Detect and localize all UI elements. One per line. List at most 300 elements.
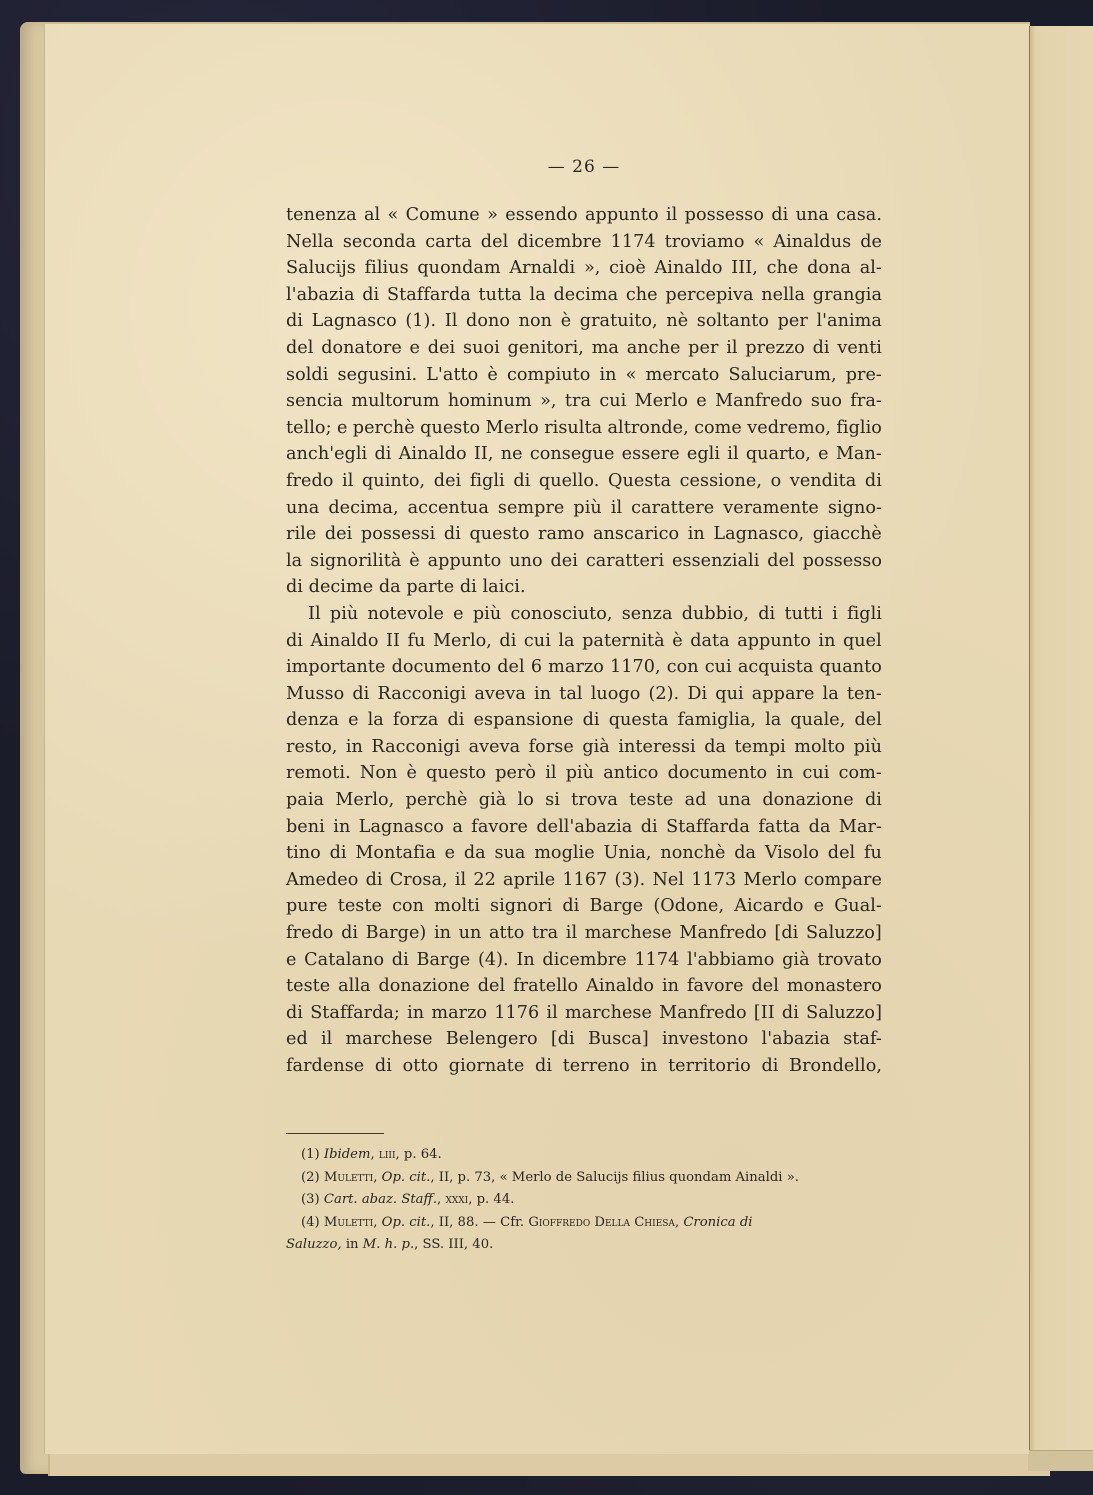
word: altronde, <box>607 417 689 438</box>
word: trova <box>571 790 618 811</box>
word: documento <box>391 657 492 678</box>
word: Staffarda <box>387 284 471 305</box>
word: rile <box>286 524 317 545</box>
word: cui <box>802 763 830 784</box>
word: tempi <box>734 736 786 757</box>
word: cui <box>599 391 627 412</box>
body-line <box>286 574 882 601</box>
body-line <box>286 760 882 787</box>
word: e <box>348 710 359 731</box>
word: di <box>864 470 882 491</box>
word: dono <box>466 311 511 332</box>
word: staf- <box>843 1029 882 1050</box>
word: e <box>813 896 825 917</box>
word: quale, <box>790 710 846 731</box>
word: Di <box>687 683 708 704</box>
word: i <box>832 603 838 624</box>
word: Unia, <box>603 843 652 864</box>
footnote-segment: Op. cit. <box>381 1214 431 1230</box>
word: la <box>367 710 384 731</box>
word: di <box>374 444 392 465</box>
word: Manfredo <box>659 1002 747 1023</box>
word: l'abazia <box>761 1029 831 1050</box>
word: 1174 <box>634 949 680 970</box>
word: di <box>513 470 531 491</box>
word: interessi <box>618 736 696 757</box>
footnote-mark: (1) <box>301 1147 324 1162</box>
footnote-continuation <box>286 1234 882 1257</box>
word: beni <box>286 816 325 837</box>
footnote-segment: Muletti <box>323 1214 374 1230</box>
word: data <box>690 630 730 651</box>
footnote-segment: Ibidem <box>323 1147 371 1162</box>
word: Mar- <box>838 816 882 837</box>
word: del <box>286 337 314 358</box>
word: tal <box>559 683 583 704</box>
body-line <box>286 335 882 362</box>
body-line <box>286 362 882 389</box>
footnote-segment: Gioffredo Della Chiesa <box>528 1214 675 1230</box>
body-line-text: di decime da parte di laici. <box>286 577 526 598</box>
word: di <box>781 1002 799 1023</box>
word: suo <box>810 391 842 412</box>
word: di <box>864 790 882 811</box>
word: Merlo <box>743 869 797 890</box>
word: ramo <box>538 524 585 545</box>
word: l'abazia <box>286 284 355 305</box>
word: grangia <box>812 284 882 305</box>
word: è <box>409 550 420 571</box>
body-line <box>286 707 882 734</box>
word: III, <box>731 258 758 279</box>
footnote-segment: , <box>437 1192 446 1208</box>
word: Visolo <box>764 843 820 864</box>
word: Il <box>444 311 458 332</box>
word: perchè <box>352 417 415 438</box>
word: fra- <box>850 391 882 412</box>
body-line <box>286 255 882 282</box>
word: è <box>487 364 498 385</box>
word: la <box>529 284 546 305</box>
word: donatore <box>321 337 402 358</box>
page-number: — 26 — <box>547 157 621 177</box>
word: però <box>495 763 537 784</box>
word: casa. <box>836 205 882 225</box>
word: vendita <box>789 470 857 491</box>
word: e <box>409 337 421 358</box>
word: Manfredo <box>715 391 803 412</box>
word: di <box>758 603 776 624</box>
word: è <box>672 630 683 651</box>
body-line <box>286 548 882 575</box>
word: si <box>545 790 560 811</box>
word: al- <box>859 258 882 279</box>
word: dei <box>427 337 456 358</box>
word: Staffarda; <box>310 1002 400 1023</box>
word: di <box>640 816 658 837</box>
word: soltanto <box>696 311 769 332</box>
word: famiglia, <box>677 710 757 731</box>
word: tra <box>564 391 592 412</box>
body-line <box>286 202 882 229</box>
word: già <box>782 949 810 970</box>
word: già <box>582 736 610 757</box>
word: questo <box>469 524 530 545</box>
word: Merlo <box>634 391 688 412</box>
word: dicembre <box>517 231 602 252</box>
footnote <box>286 1212 882 1235</box>
word: decima, <box>328 497 399 518</box>
word: dicembre <box>542 949 627 970</box>
word: Merlo, <box>432 630 492 651</box>
word: decima <box>553 284 619 305</box>
body-line <box>286 495 882 522</box>
word: per <box>688 337 719 358</box>
footnote-segment: , p. 64. <box>395 1147 442 1162</box>
word: sencia <box>286 391 344 412</box>
word: la <box>822 683 839 704</box>
footnotes <box>286 1144 882 1257</box>
word: 1173 <box>691 869 737 890</box>
word: [di <box>774 923 799 944</box>
word: 22 <box>473 869 496 890</box>
word: l'anima <box>816 311 882 332</box>
word: [II <box>753 1002 775 1023</box>
word: marchese <box>345 1029 433 1050</box>
footnote-segment: Cronica di <box>683 1214 753 1230</box>
word: Ainaldo <box>586 976 655 997</box>
word: Lagnasco <box>358 816 444 837</box>
word: in <box>345 736 363 757</box>
word: 1174 <box>610 231 656 252</box>
word: Gual- <box>834 896 882 917</box>
word: (3). <box>614 869 646 890</box>
word: di <box>365 869 383 890</box>
word: (2). <box>648 683 680 704</box>
footnote-segment: in <box>341 1237 363 1253</box>
word: è <box>406 763 417 784</box>
book-page <box>44 24 1029 1454</box>
word: possesso <box>802 550 882 571</box>
word: che <box>766 258 799 279</box>
word: Nella <box>286 231 334 252</box>
word: fu <box>863 843 882 864</box>
word: Saluzzo] <box>805 923 882 944</box>
word: lo <box>517 790 534 811</box>
body-line <box>286 787 882 814</box>
word: otto <box>402 1056 439 1076</box>
word: notevole <box>367 603 444 624</box>
word: carattere <box>631 497 715 518</box>
word: Aicardo <box>734 896 804 917</box>
word: appunto <box>737 630 811 651</box>
word: del <box>751 976 779 997</box>
footnote-mark: (3) <box>301 1192 324 1208</box>
body-line <box>286 415 882 442</box>
word: alla <box>338 976 371 997</box>
word: teste <box>629 790 674 811</box>
word: in <box>407 1002 425 1023</box>
word: il <box>545 763 557 784</box>
word: ten- <box>846 683 882 704</box>
word: Staffarda <box>666 816 750 837</box>
word: Musso <box>286 683 345 704</box>
body-line <box>286 521 882 548</box>
footnote-segment: , <box>674 1214 684 1230</box>
footnote <box>286 1189 882 1212</box>
word: Racconigi <box>377 683 467 704</box>
word: prezzo <box>745 337 805 358</box>
word: del <box>477 976 506 997</box>
word: venti <box>837 337 882 358</box>
word: è <box>560 311 572 332</box>
word: una <box>286 497 320 518</box>
adjacent-page-bottom-edge <box>1028 1450 1093 1471</box>
word: moglie <box>534 843 595 864</box>
footnote-segment: , <box>373 1169 382 1185</box>
word: al <box>363 205 381 225</box>
word: dei <box>550 550 578 571</box>
word: il <box>342 470 354 491</box>
word: egli <box>686 444 721 465</box>
word: dei <box>324 524 353 545</box>
footnote <box>286 1167 882 1190</box>
word: Arnaldi <box>509 258 576 279</box>
word: di <box>286 1002 303 1023</box>
footnote-segment: , SS. III, 40. <box>414 1237 494 1253</box>
word: il <box>665 205 678 225</box>
word: nè <box>666 311 689 332</box>
word: tutti <box>784 603 823 624</box>
word: Racconigi <box>371 736 461 757</box>
word: nonchè <box>660 843 726 864</box>
word: de <box>860 231 882 252</box>
word: Montafia <box>355 843 436 864</box>
word: del <box>827 843 856 864</box>
word: a <box>452 816 463 837</box>
word: un <box>458 923 482 944</box>
word: di <box>499 630 517 651</box>
word: 1176 <box>494 1002 540 1023</box>
word: da <box>704 736 727 757</box>
word: acquista <box>737 657 814 678</box>
word: importante <box>286 657 386 678</box>
word: Barge <box>416 949 471 970</box>
word: o <box>770 470 782 491</box>
word: donazione <box>378 976 470 997</box>
word: il <box>727 444 739 465</box>
word: signorilità <box>310 550 402 571</box>
word: questo <box>420 417 481 438</box>
footnote-segment: , p. 44. <box>468 1192 515 1208</box>
word: tino <box>286 843 321 864</box>
word: di <box>761 1056 779 1076</box>
word: più <box>565 763 595 784</box>
word: quel <box>842 630 882 651</box>
word: favore <box>471 816 528 837</box>
word: terreno <box>562 1056 630 1076</box>
word: » <box>487 205 498 225</box>
word: Merlo <box>485 417 539 438</box>
word: in <box>661 976 680 997</box>
word: ma <box>591 337 619 358</box>
word: del <box>497 657 525 678</box>
word: in <box>333 816 351 837</box>
word: (Odone, <box>653 896 725 917</box>
word: seconda <box>342 231 417 252</box>
word: », <box>583 258 601 279</box>
word: in <box>776 763 794 784</box>
body-line <box>286 441 882 468</box>
word: Saluzzo] <box>806 1002 882 1023</box>
word: (4). <box>477 949 509 970</box>
word: l'abbiamo <box>687 949 775 970</box>
word: la <box>765 710 782 731</box>
footnote-segment: , II, 88. — Cfr. <box>430 1214 529 1230</box>
word: Questa <box>608 470 672 491</box>
word: forse <box>528 736 574 757</box>
word: Lagnasco, <box>713 524 805 545</box>
body-line <box>286 468 882 495</box>
word: dubbio, <box>681 603 750 624</box>
word: di <box>771 205 789 225</box>
word: di <box>443 524 461 545</box>
word: appunto <box>584 205 659 225</box>
word: e <box>444 843 456 864</box>
word: Brondello, <box>789 1056 882 1076</box>
word: soldi <box>286 364 329 385</box>
word: tenenza <box>286 205 357 225</box>
word: di <box>341 923 359 944</box>
word: da <box>734 843 757 864</box>
word: Salucijs <box>286 258 356 279</box>
footnote-segment: Muletti <box>323 1169 374 1185</box>
footnote-separator <box>286 1133 384 1134</box>
footnote-mark: (4) <box>301 1214 324 1230</box>
word: la <box>286 550 303 571</box>
word: figli <box>847 603 882 624</box>
word: più <box>472 603 502 624</box>
word: di <box>374 1056 392 1076</box>
footnote-segment: , <box>373 1214 382 1230</box>
body-line <box>286 282 882 309</box>
word: e <box>336 417 348 438</box>
word: perchè <box>405 790 468 811</box>
word: quarto, <box>745 444 811 465</box>
word: paternità <box>582 630 665 651</box>
word: teste <box>286 976 331 997</box>
footnote-segment: , <box>370 1147 379 1162</box>
word: favore <box>686 976 744 997</box>
word: con <box>392 896 424 917</box>
footnote-mark: (2) <box>301 1169 324 1185</box>
word: tra <box>532 923 559 944</box>
word: fatta <box>758 816 801 837</box>
word: di <box>535 1056 553 1076</box>
word: con <box>666 657 699 678</box>
word: da <box>808 816 831 837</box>
word: gratuito, <box>579 311 658 332</box>
word: resto, <box>286 736 338 757</box>
word: 1170, <box>609 657 661 678</box>
word: e <box>818 444 829 465</box>
footnote-segment: M. h. p. <box>362 1237 415 1253</box>
word: », <box>540 391 557 412</box>
word: la <box>558 630 575 651</box>
word: marchese <box>564 1002 652 1023</box>
word: Il <box>308 603 321 624</box>
word: donazione <box>762 790 854 811</box>
word: di <box>286 630 303 651</box>
word: e <box>453 603 464 624</box>
word: documento <box>667 763 768 784</box>
word: caratteri <box>585 550 665 571</box>
word: Barge <box>589 896 644 917</box>
word: di <box>329 843 347 864</box>
word: ne <box>500 444 523 465</box>
word: Catalano <box>304 949 385 970</box>
word: fratello <box>513 976 579 997</box>
word: Man- <box>835 444 882 465</box>
word: Ainaldo <box>654 258 723 279</box>
word: Ainaldo <box>310 630 379 651</box>
word: pure <box>286 896 328 917</box>
footnote-segment: liii <box>378 1147 396 1162</box>
body-line <box>286 229 882 256</box>
body-line <box>286 1000 882 1027</box>
word: in <box>599 364 617 385</box>
word: pre- <box>845 364 882 385</box>
word: come <box>694 417 742 438</box>
footnote-segment: Cart. abaz. Staff. <box>323 1192 438 1208</box>
word: quanto <box>819 657 882 678</box>
word: investono <box>661 1029 749 1050</box>
body-line <box>286 601 882 628</box>
word: compare <box>803 869 882 890</box>
word: giornate <box>448 1056 525 1076</box>
word: cui <box>704 657 732 678</box>
word: Ainaldus <box>773 231 852 252</box>
body-line <box>286 388 882 415</box>
word: molti <box>434 896 480 917</box>
word: 6 <box>530 657 543 678</box>
word: nella <box>761 284 806 305</box>
body-line <box>286 734 882 761</box>
word: cui <box>523 630 551 651</box>
body-line <box>286 654 882 681</box>
word: Belengero <box>445 1029 538 1050</box>
word: figli <box>469 470 505 491</box>
word: possesso <box>684 205 765 225</box>
footnote-segment: , II, p. 73, « Merlo de Salucijs filius quondam Ainaldi ». <box>430 1169 799 1185</box>
word: giacchè <box>812 524 882 545</box>
word: il <box>726 337 738 358</box>
body-line <box>286 920 882 947</box>
word: paia <box>286 790 325 811</box>
word: vedremo, <box>747 417 831 438</box>
footnote <box>286 1144 882 1167</box>
word: 1167 <box>562 869 608 890</box>
word: hominum <box>447 391 532 412</box>
word: Comune <box>405 205 480 225</box>
word: Barge) <box>365 923 427 944</box>
word: percepiva <box>665 284 754 305</box>
word: marzo <box>431 1002 488 1023</box>
word: signo- <box>827 497 882 518</box>
word: più <box>329 603 359 624</box>
word: senza <box>621 603 673 624</box>
word: Busca] <box>587 1029 649 1050</box>
